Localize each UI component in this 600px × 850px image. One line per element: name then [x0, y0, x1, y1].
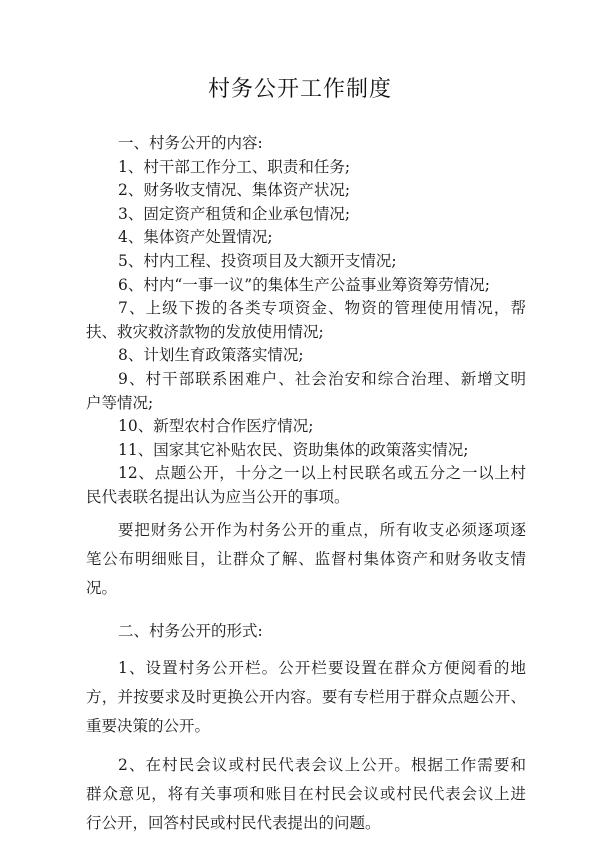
finance-paragraph-line: 笔公布明细账目，让群众了解、监督村集体资产和财务收支情 [86, 549, 526, 568]
list-item-continuation: 扶、救灾救济款物的发放使用情况; [86, 322, 324, 341]
finance-paragraph: 要把财务公开作为村务公开的重点，所有收支必须逐项逐 [118, 520, 526, 539]
form-paragraph-1: 1、设置村务公开栏。公开栏要设置在群众方便阅看的地 [118, 658, 526, 677]
form-paragraph-2: 2、在村民会议或村民代表会议上公开。根据工作需要和 [118, 755, 526, 774]
list-item: 4、集体资产处置情况; [118, 228, 273, 247]
list-item: 5、村内工程、投资项目及大额开支情况; [118, 251, 397, 270]
section-heading-content: 一、村务公开的内容: [118, 134, 263, 152]
list-item: 10、新型农村合作医疗情况; [118, 417, 314, 436]
form-paragraph-1-line: 方，并按要求及时更换公开内容。要有专栏用于群众点题公开、 [86, 687, 526, 706]
list-item-continuation: 民代表联名提出认为应当公开的事项。 [86, 487, 350, 506]
list-item: 11、国家其它补贴农民、资助集体的政策落实情况; [118, 440, 469, 459]
document-title: 村务公开工作制度 [207, 77, 392, 102]
list-item: 9、村干部联系困难户、社会治安和综合治理、新增文明 [118, 369, 526, 388]
list-item: 2、财务收支情况、集体资产状况; [118, 181, 351, 200]
list-item-continuation: 户等情况; [86, 393, 154, 412]
list-item: 1、村干部工作分工、职责和任务; [118, 157, 351, 176]
form-paragraph-2-line: 群众意见，将有关事项和账目在村民会议或村民代表会议上进 [86, 784, 526, 803]
finance-paragraph-line: 况。 [86, 578, 118, 597]
form-paragraph-1-line: 重要决策的公开。 [86, 716, 211, 735]
list-item: 7、上级下拨的各类专项资金、物资的管理使用情况，帮 [118, 299, 526, 318]
list-item: 8、计划生育政策落实情况; [118, 346, 304, 365]
list-item: 3、固定资产租赁和企业承包情况; [118, 204, 351, 223]
document-body [86, 132, 526, 838]
section-heading-form: 二、村务公开的形式: [118, 621, 263, 640]
form-paragraph-2-line: 行公开，回答村民或村民代表提出的问题。 [86, 813, 381, 832]
list-item: 6、村内“一事一议”的集体生产公益事业筹资筹劳情况; [118, 275, 490, 294]
list-item: 12、点题公开，十分之一以上村民联名或五分之一以上村 [118, 464, 526, 483]
